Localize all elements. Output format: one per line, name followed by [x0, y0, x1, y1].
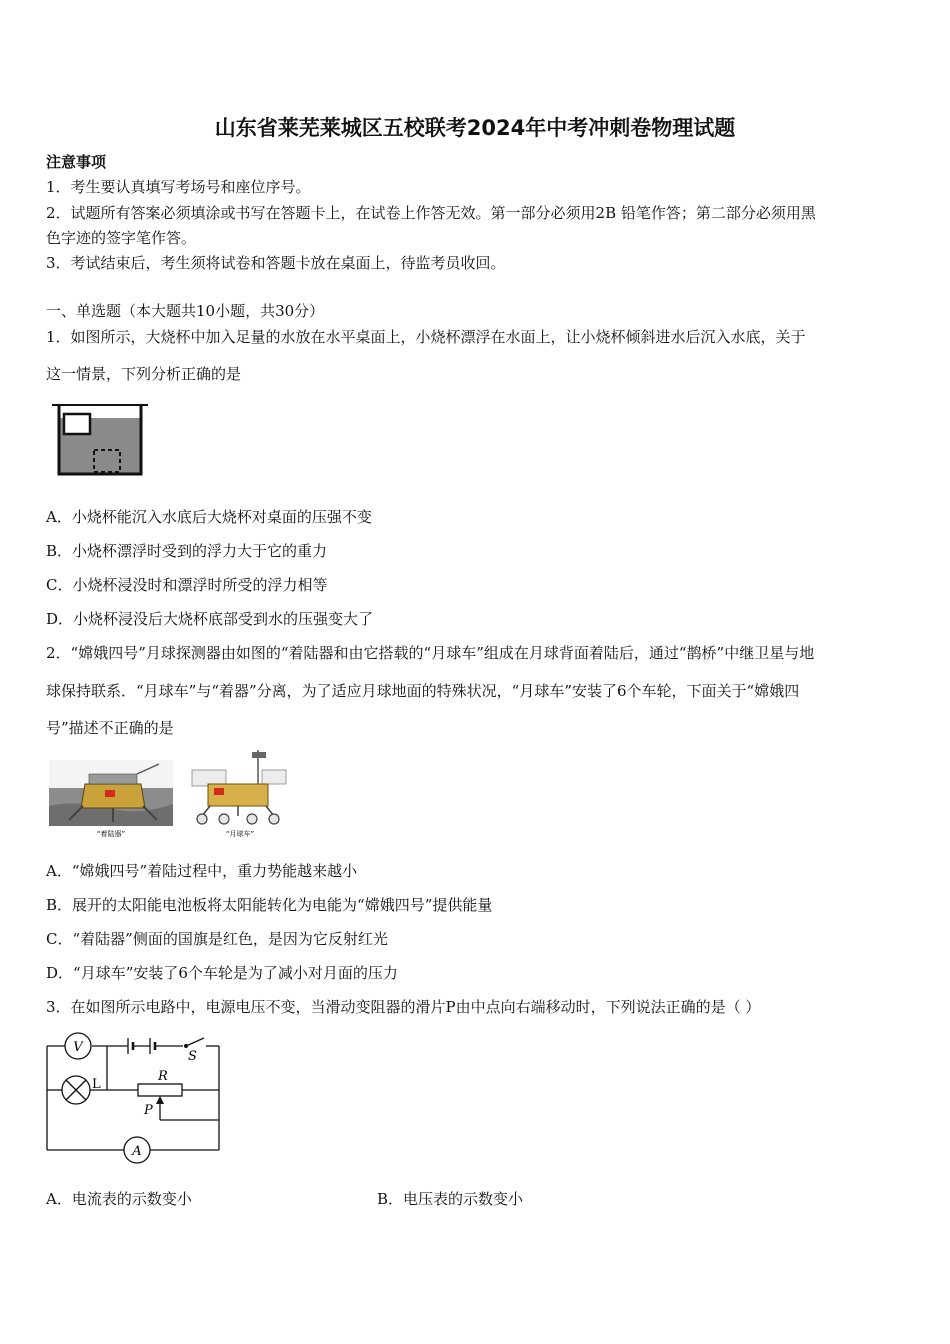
- switch-label: S: [188, 1049, 197, 1064]
- q2-option-d: D．“月球车”安装了6个车轮是为了减小对月面的压力: [46, 964, 398, 982]
- rheostat-icon: [138, 1084, 182, 1096]
- notice-item: 2．试题所有答案必须填涂或书写在答题卡上，在试卷上作答无效。第一部分必须用2B 铅笔作答；第二部分必须用黑: [46, 204, 816, 222]
- lander-image: [49, 760, 173, 840]
- flag: [105, 790, 115, 797]
- q1-option-c: C．小烧杯浸没时和漂浮时所受的浮力相等: [46, 576, 328, 594]
- q1-option-a: A．小烧杯能沉入水底后大烧杯对桌面的压强不变: [46, 508, 372, 526]
- voltmeter-label: V: [73, 1040, 83, 1055]
- q2-option-a: A．“嫦娥四号”着陆过程中，重力势能越来越小: [46, 862, 358, 880]
- q2-stem-line3: 号”描述不正确的是: [46, 719, 174, 737]
- q3-stem: 3．在如图所示电路中，电源电压不变，当滑动变阻器的滑片P由中点向右端移动时，下列说法正确的是（ ）: [46, 998, 761, 1016]
- q2-option-c: C．“着陆器”侧面的国旗是红色，是因为它反射红光: [46, 930, 388, 948]
- rover-flag: [214, 788, 224, 795]
- section-heading: 一、单选题（本大题共10小题，共30分）: [46, 302, 325, 320]
- circuit-diagram: [40, 1030, 225, 1170]
- rover-caption: “月球车”: [225, 830, 255, 838]
- resistor-label: R: [158, 1069, 168, 1084]
- q2-option-b: B．展开的太阳能电池板将太阳能转化为电能为“嫦娥四号”提供能量: [46, 896, 493, 914]
- q3-option-a: A．电流表的示数变小: [46, 1190, 192, 1208]
- notice-item: 3．考试结束后，考生须将试卷和答题卡放在桌面上，待监考员收回。: [46, 254, 506, 272]
- q1-option-b: B．小烧杯漂浮时受到的浮力大于它的重力: [46, 542, 328, 560]
- q1-option-d: D．小烧杯浸没后大烧杯底部受到水的压强变大了: [46, 610, 374, 628]
- lander-caption: “着陆器”: [96, 830, 126, 838]
- ammeter-label: A: [132, 1144, 142, 1159]
- notice-item: 1．考生要认真填写考场号和座位序号。: [46, 178, 311, 196]
- q3-option-b: B．电压表的示数变小: [377, 1190, 524, 1208]
- page-title: 山东省莱芜莱城区五校联考2024年中考冲刺卷物理试题: [214, 116, 736, 140]
- beaker-figure: [50, 402, 150, 476]
- lamp-label: L: [92, 1077, 101, 1092]
- notice-heading: 注意事项: [46, 153, 107, 171]
- small-beaker-floating: [64, 414, 90, 434]
- q2-stem-line1: 2．“嫦娥四号”月球探测器由如图的“着陆器和由它搭载的“月球车”组成在月球背面着陆后，通过“鹊桥”中继卫星与地: [46, 644, 815, 662]
- q1-stem-line1: 1．如图所示，大烧杯中加入足量的水放在水平桌面上，小烧杯漂浮在水面上，让小烧杯倾斜进水后沉入水底，关于: [46, 328, 806, 346]
- slider-label: P: [144, 1103, 153, 1118]
- q1-stem-line2: 这一情景，下列分析正确的是: [46, 365, 242, 383]
- rover-image: [186, 748, 290, 840]
- q2-stem-line2: 球保持联系．“月球车”与“着器”分离，为了适应月球地面的特殊状况，“月球车”安装了6个车轮，下面关于“嫦娥四: [46, 682, 800, 700]
- notice-item: 色字迹的签字笔作答。: [46, 229, 197, 247]
